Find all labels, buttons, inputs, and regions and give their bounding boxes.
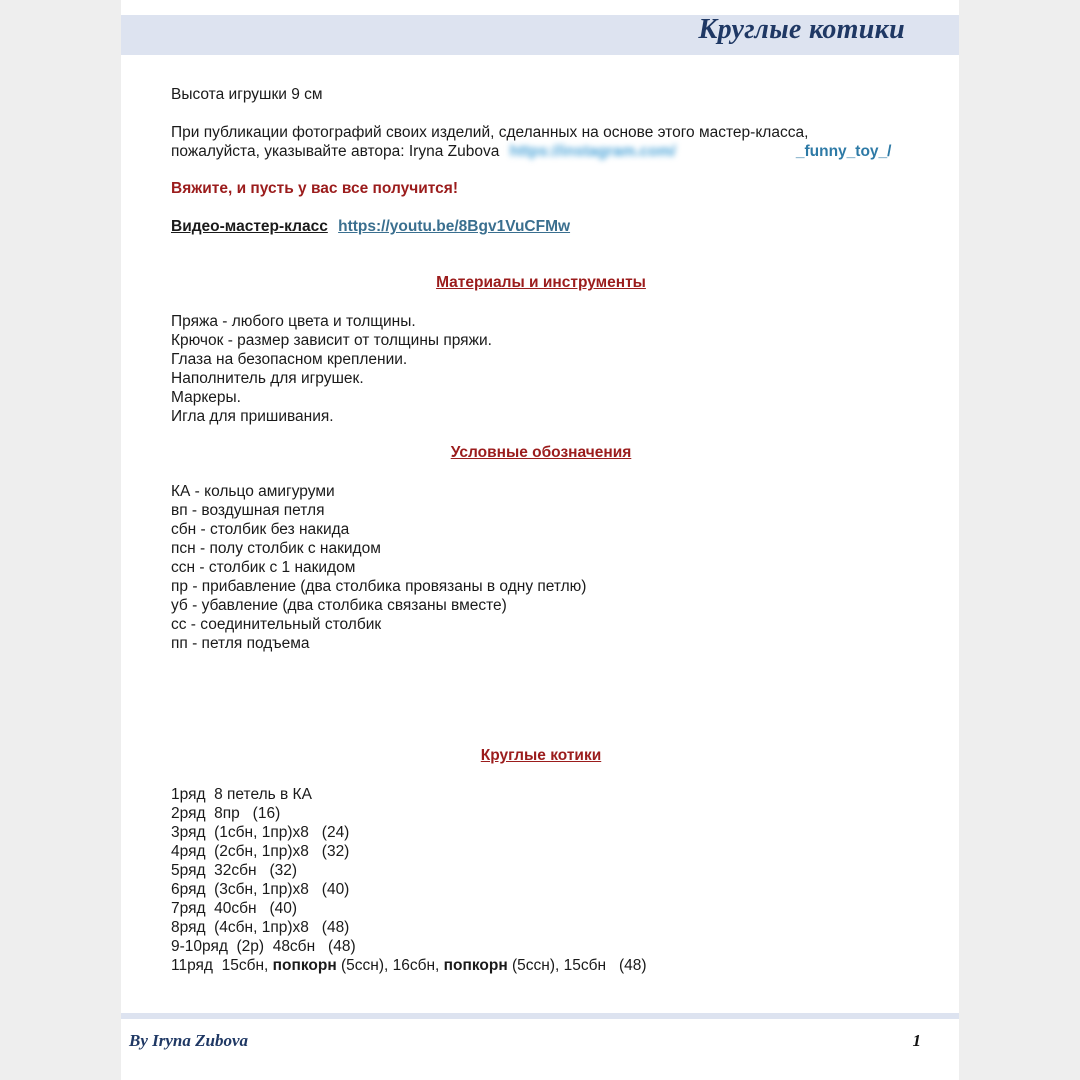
pattern-row: 6ряд (3сбн, 1пр)х8 (40) [171,881,350,898]
toy-height: Высота игрушки 9 см [171,86,323,103]
author-link[interactable]: _funny_toy_/ [795,143,892,160]
pattern-row: 1ряд 8 петель в КА [171,786,312,803]
legend-item: КА - кольцо амигуруми [171,483,335,500]
pattern-row: 5ряд 32сбн (32) [171,862,298,879]
pattern-row: 2ряд 8пр (16) [171,805,281,822]
document-page [121,0,959,1080]
material-item: Наполнитель для игрушек. [171,370,364,387]
publication-note-text: пожалуйста, указывайте автора: Iryna Zubova [171,143,500,160]
legend-item: пп - петля подъема [171,635,310,652]
video-link[interactable]: https://youtu.be/8Bgv1VuCFMw [338,218,571,235]
row11-part: (5ссн), 16сбн, [336,957,444,974]
page-number: 1 [912,1031,921,1050]
legend-title: Условные обозначения [450,444,632,461]
legend-item: сбн - столбик без накида [171,521,350,538]
popcorn-stitch: попкорн [443,957,508,974]
legend-item: вп - воздушная петля [171,502,325,519]
materials-title: Материалы и инструменты [436,274,646,291]
pattern-row-11 [171,956,647,975]
author-link-blurred[interactable]: https://instagram.com/ [509,143,676,160]
video-label: Видео-мастер-класс [171,218,328,235]
material-item: Игла для пришивания. [171,408,334,425]
pattern-row: 8ряд (4сбн, 1пр)х8 (48) [171,919,350,936]
publication-note-line2 [171,142,891,161]
material-item: Крючок - размер зависит от толщины пряжи. [171,332,492,349]
row11-part: (5ссн), 15сбн (48) [507,957,647,974]
publication-note-line1: При публикации фотографий своих изделий, сделанных на основе этого мастер-класса, [171,124,809,141]
footer-band [121,1013,959,1019]
legend-item: пр - прибавление (два столбика провязаны в одну петлю) [171,578,587,595]
footer-author: By Iryna Zubova [129,1031,248,1050]
pattern-row: 9-10ряд (2р) 48сбн (48) [171,938,356,955]
pattern-row: 4ряд (2сбн, 1пр)х8 (32) [171,843,350,860]
pattern-row: 3ряд (1сбн, 1пр)х8 (24) [171,824,350,841]
material-item: Пряжа - любого цвета и толщины. [171,313,416,330]
legend-item: уб - убавление (два столбика связаны вместе) [171,597,507,614]
legend-item: ссн - столбик с 1 накидом [171,559,356,576]
row11-part: 11ряд 15сбн, [171,957,273,974]
material-item: Глаза на безопасном креплении. [171,351,408,368]
wish-text: Вяжите, и пусть у вас все получится! [171,180,458,197]
legend-item: псн - полу столбик с накидом [171,540,381,557]
legend-item: сс - соединительный столбик [171,616,382,633]
video-line [171,217,570,236]
document-title: Круглые котики [698,14,905,45]
popcorn-stitch: попкорн [272,957,337,974]
material-item: Маркеры. [171,389,241,406]
pattern-row: 7ряд 40сбн (40) [171,900,298,917]
pattern-title: Круглые котики [480,747,602,764]
